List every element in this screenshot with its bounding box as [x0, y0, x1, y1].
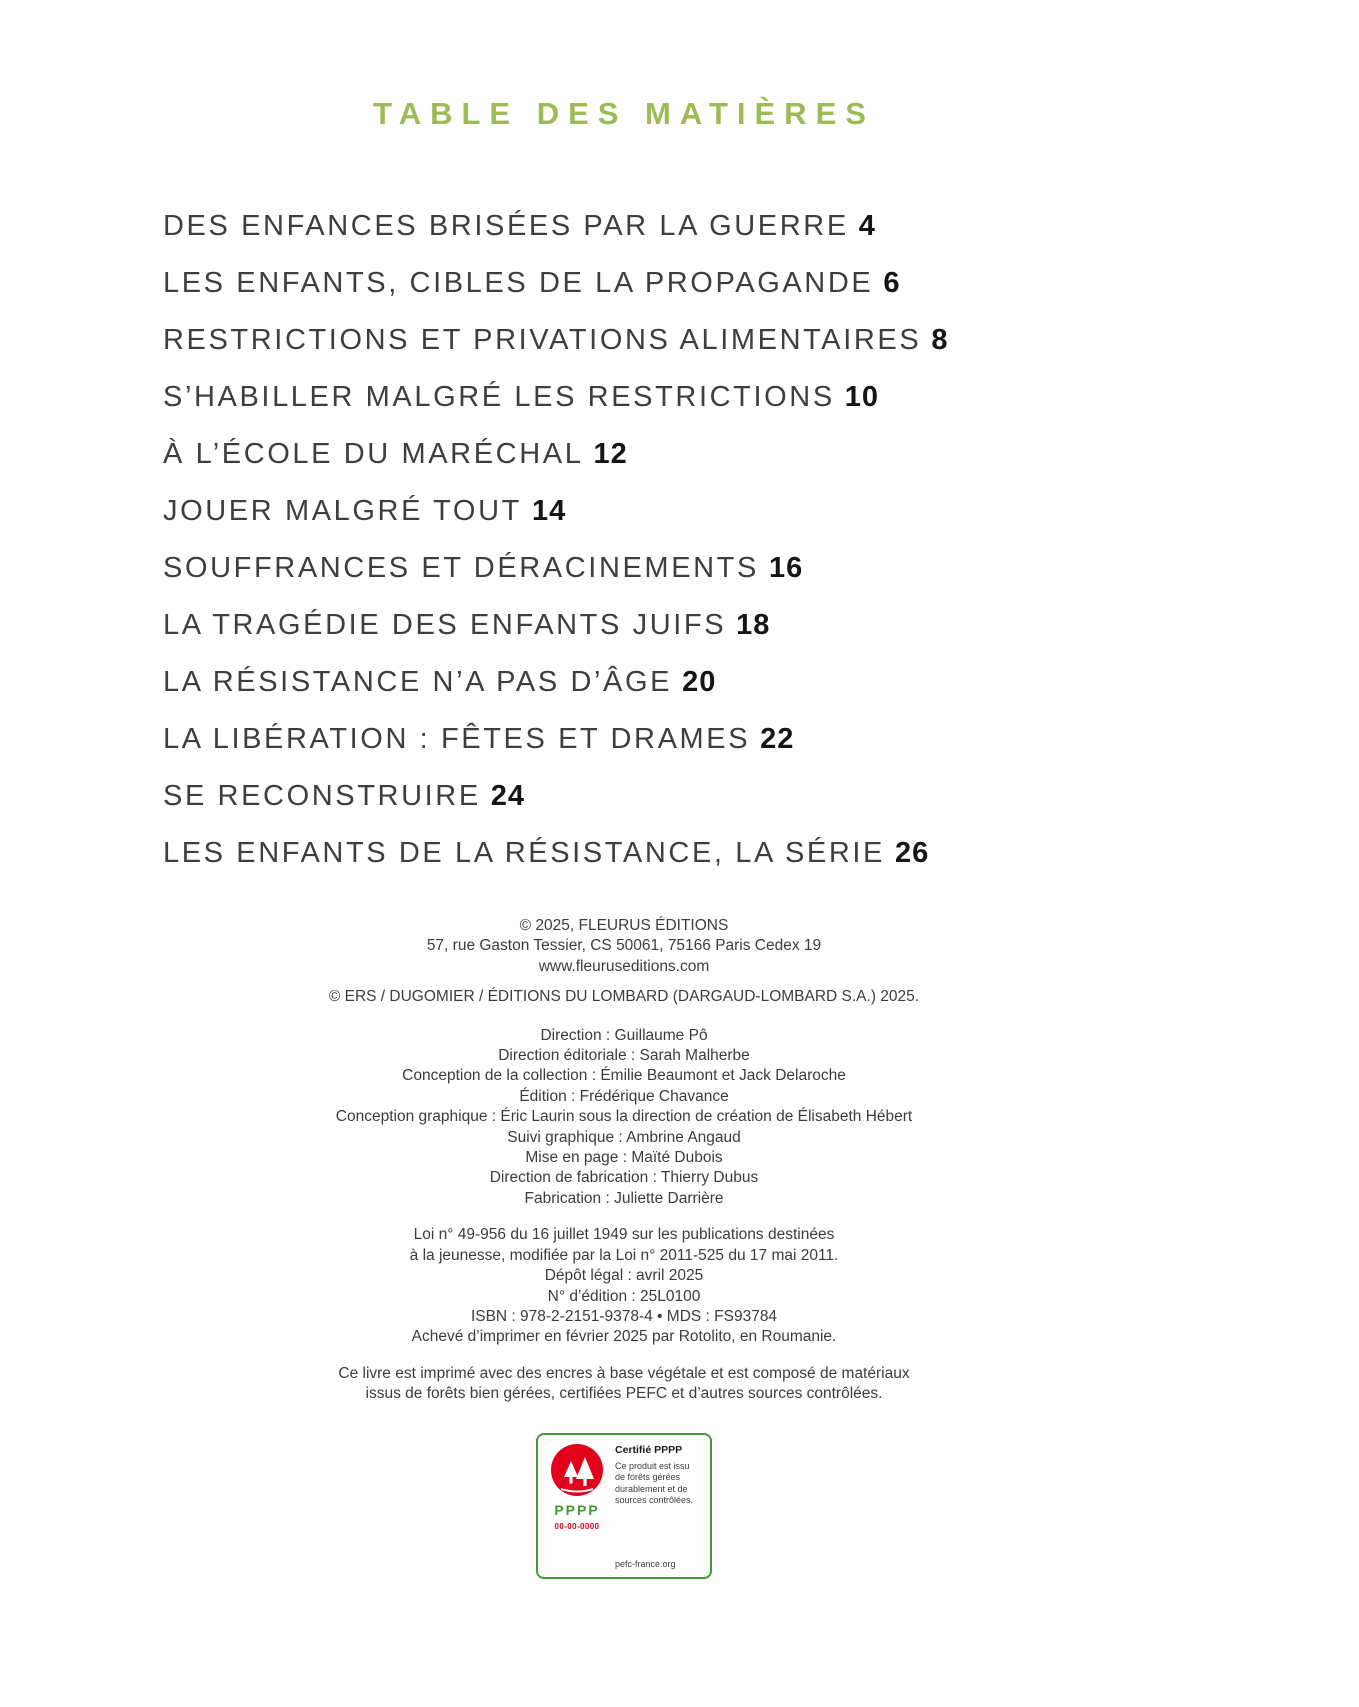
publisher-block [0, 916, 1248, 977]
toc-entry-label: LA RÉSISTANCE N’A PAS D’ÂGE [163, 666, 673, 698]
toc-entry-label: JOUER MALGRÉ TOUT [163, 495, 522, 527]
eco-note-block [0, 1364, 1248, 1405]
pefc-logo-box [536, 1433, 712, 1579]
toc-entry [163, 780, 1248, 837]
toc-entry-page: 24 [490, 780, 526, 812]
pefc-website: pefc-france.org [615, 1558, 676, 1569]
toc-entry-label: LES ENFANTS DE LA RÉSISTANCE, LA SÉRIE [163, 837, 885, 869]
toc-entry [163, 438, 1248, 495]
toc-entry-label: À L’ÉCOLE DU MARÉCHAL [163, 438, 584, 470]
pefc-logo-left [548, 1444, 606, 1569]
credits-block [0, 1026, 1248, 1210]
copyright-line: © ERS / DUGOMIER / ÉDITIONS DU LOMBARD (DARGAUD-LOMBARD S.A.) 2025. [328, 988, 920, 1006]
pefc-trees-icon [551, 1444, 603, 1496]
pefc-label: PPPP [554, 1501, 600, 1518]
toc-entry-label: SOUFFRANCES ET DÉRACINEMENTS [163, 552, 759, 584]
toc-entry-page: 20 [682, 666, 717, 698]
toc-entry [163, 267, 1248, 324]
credit-line: Suivi graphique : Ambrine Angaud [507, 1128, 741, 1146]
toc-entry-label: LES ENFANTS, CIBLES DE LA PROPAGANDE [163, 267, 874, 299]
toc-entry-label: LA LIBÉRATION : FÊTES ET DRAMES [163, 723, 751, 755]
pefc-cert-text: Ce produit est issu de forêts gérées durablement et de sources contrôlées. [615, 1460, 694, 1506]
toc-entry-label: RESTRICTIONS ET PRIVATIONS ALIMENTAIRES [163, 324, 922, 356]
toc-entry-page: 8 [931, 324, 949, 356]
toc-entry-label: SE RECONSTRUIRE [163, 780, 481, 812]
copyright-block [0, 987, 1248, 1007]
toc-entry-label: DES ENFANCES BRISÉES PAR LA GUERRE [163, 210, 849, 242]
eco-note-line: issus de forêts bien gérées, certifiées PEFC et d’autres sources contrôlées. [365, 1385, 883, 1403]
toc-entry-page: 14 [531, 495, 567, 527]
pefc-license-number: 00-00-0000 [554, 1521, 600, 1531]
toc-entry [163, 666, 1248, 723]
toc-entry [163, 609, 1248, 666]
pefc-certification [0, 1433, 1248, 1579]
credit-line: Édition : Frédérique Chavance [519, 1087, 729, 1105]
toc-entry [163, 381, 1248, 438]
legal-block [0, 1225, 1248, 1347]
toc-entry-page: 6 [883, 267, 901, 299]
credit-line: Direction éditoriale : Sarah Malherbe [498, 1047, 750, 1065]
credit-line: Mise en page : Maïté Dubois [525, 1149, 723, 1167]
toc-entry-page: 4 [858, 210, 876, 242]
credit-line: Direction : Guillaume Pô [540, 1026, 708, 1044]
credit-line: Conception graphique : Éric Laurin sous la direction de création de Élisabeth Hébert [335, 1108, 913, 1126]
publisher-line: © 2025, FLEURUS ÉDITIONS [519, 917, 729, 934]
toc-entry-page: 22 [760, 723, 795, 755]
toc-entry [163, 324, 1248, 381]
legal-line: Loi n° 49-956 du 16 juillet 1949 sur les publications destinées [413, 1226, 835, 1244]
credit-line: Fabrication : Juliette Darrière [524, 1189, 724, 1207]
legal-line: Dépôt légal : avril 2025 [544, 1267, 704, 1285]
page-title: TABLE DES MATIÈRES [373, 96, 875, 131]
toc-entry-label: S’HABILLER MALGRÉ LES RESTRICTIONS [163, 381, 835, 413]
toc-entry [163, 210, 1248, 267]
toc-entry-page: 18 [736, 609, 771, 641]
table-of-contents [163, 210, 1248, 894]
toc-entry [163, 723, 1248, 780]
pefc-logo-right [615, 1444, 702, 1569]
toc-entry-page: 12 [593, 438, 628, 470]
legal-line: N° d’édition : 25L0100 [547, 1287, 701, 1305]
credit-line: Conception de la collection : Émilie Beaumont et Jack Delaroche [402, 1067, 846, 1085]
pefc-cert-title: Certifié PPPP [615, 1443, 683, 1456]
toc-entry-page: 16 [768, 552, 804, 584]
toc-entry [163, 495, 1248, 552]
publisher-website: www.fleuruseditions.com [538, 957, 710, 975]
toc-entry-page: 26 [894, 837, 930, 869]
legal-line: ISBN : 978-2-2151-9378-4 • MDS : FS93784 [470, 1307, 778, 1325]
toc-entry-page: 10 [844, 381, 880, 413]
eco-note-line: Ce livre est imprimé avec des encres à base végétale et est composé de matériaux [338, 1364, 910, 1382]
toc-entry-label: LA TRAGÉDIE DES ENFANTS JUIFS [163, 609, 727, 641]
colophon [0, 916, 1248, 1579]
toc-entry [163, 837, 1248, 894]
credit-line: Direction de fabrication : Thierry Dubus [489, 1169, 759, 1187]
publisher-address: 57, rue Gaston Tessier, CS 50061, 75166 Paris Cedex 19 [426, 937, 822, 955]
legal-line: à la jeunesse, modifiée par la Loi n° 2011-525 du 17 mai 2011. [409, 1246, 839, 1264]
toc-entry [163, 552, 1248, 609]
legal-line: Achevé d’imprimer en février 2025 par Rotolito, en Roumanie. [411, 1328, 837, 1346]
